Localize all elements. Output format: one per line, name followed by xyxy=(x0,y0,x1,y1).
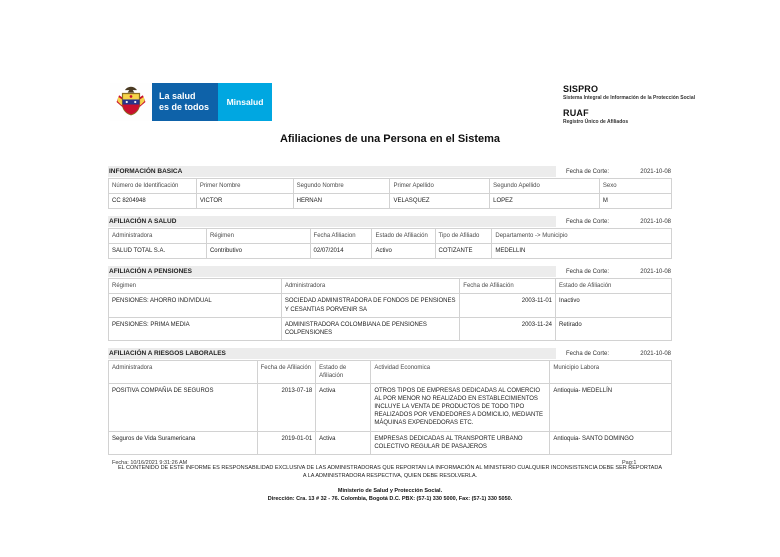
column-header: Municipio Labora xyxy=(550,360,672,383)
section-afiliacion-riesgos xyxy=(108,348,672,455)
column-header: Departamento -> Municipio xyxy=(492,229,672,244)
section-afiliacion-salud xyxy=(108,216,672,259)
section-header xyxy=(108,348,672,359)
column-header: Fecha de Afiliación xyxy=(257,360,316,383)
fecha-de-corte-value: 2021-10-08 xyxy=(640,219,671,226)
cell-municipio-labora: Antioquia- SANTO DOMINGO xyxy=(550,431,672,454)
cell-municipio-labora: Antioquia- MEDELLÍN xyxy=(550,384,672,431)
table-row xyxy=(109,384,672,431)
cell-regimen: PENSIONES: AHORRO INDIVIDUAL xyxy=(109,294,282,317)
disclaimer-text: EL CONTENIDO DE ESTE INFORME ES RESPONSABILIDAD EXCLUSIVA DE LAS ADMINISTRADORAS QUE REPORTAN LA INFORMACIÓN AL MINISTERIO CUALQUIER INCONSISTENCIA DEBE SER REPORTADA A LA ADMINISTRADORA RESPECTIVA, QUIEN DEBE RESOLVERLA. xyxy=(117,464,662,479)
column-header: Administradora xyxy=(281,279,459,294)
cell-fecha-afiliacion: 02/07/2014 xyxy=(310,244,372,259)
cell-fecha-afiliacion: 2019-01-01 xyxy=(257,431,316,454)
logo-slogan-line2: es de todos xyxy=(159,102,210,112)
colombia-coat-of-arms-icon xyxy=(110,83,152,121)
table-row xyxy=(109,294,672,317)
section-title: AFILIACIÓN A SALUD xyxy=(108,216,556,227)
table-header-row xyxy=(109,229,672,244)
column-header: Sexo xyxy=(599,179,671,194)
sispro-subtitle: Sistema Integral de Información de la Protección Social xyxy=(563,95,695,101)
cell-sexo: M xyxy=(599,194,671,209)
systems-block xyxy=(563,84,763,125)
fecha-de-corte-value: 2021-10-08 xyxy=(640,269,671,276)
cell-estado: Retirado xyxy=(556,317,672,340)
ministry-line1: Ministerio de Salud y Protección Social. xyxy=(337,488,443,495)
cell-administradora: Seguros de Vida Suramericana xyxy=(109,431,258,454)
salud-table xyxy=(108,228,672,259)
cell-estado: Inactivo xyxy=(556,294,672,317)
cell-primer-apellido: VELASQUEZ xyxy=(390,194,490,209)
cell-administradora: SOCIEDAD ADMINISTRADORA DE FONDOS DE PENSIONES Y CESANTIAS PORVENIR SA xyxy=(281,294,459,317)
sispro-title: SISPRO xyxy=(563,84,599,94)
fecha-de-corte-value: 2021-10-08 xyxy=(640,169,671,175)
table-header-row xyxy=(109,279,672,294)
column-header: Fecha Afiliacion xyxy=(310,229,372,244)
cell-administradora: SALUD TOTAL S.A. xyxy=(109,244,207,259)
cell-identificacion: CC 8204948 xyxy=(109,194,197,209)
logo-slogan-line1: La salud xyxy=(159,91,196,102)
section-title: AFILIACIÓN A PENSIONES xyxy=(108,266,556,277)
fecha-de-corte-value: 2021-10-08 xyxy=(640,350,671,357)
table-row xyxy=(109,244,672,259)
section-title: INFORMACIÓN BASICA xyxy=(108,166,556,177)
column-header: Fecha de Afiliación xyxy=(460,279,556,294)
cell-fecha-afiliacion: 2013-07-18 xyxy=(257,384,316,431)
page-number: Pag:1 xyxy=(622,460,637,466)
ruaf-title: RUAF xyxy=(563,108,589,118)
fecha-de-corte-label: Fecha de Corte: xyxy=(566,350,610,357)
pensiones-table xyxy=(108,278,672,340)
fecha-de-corte xyxy=(556,349,672,359)
column-header: Estado de Afiliación xyxy=(372,229,435,244)
column-header: Actividad Economica xyxy=(371,360,550,383)
section-title: AFILIACIÓN A RIESGOS LABORALES xyxy=(108,348,556,359)
cell-regimen: PENSIONES: PRIMA MEDIA xyxy=(109,317,282,340)
column-header: Administradora xyxy=(109,360,258,383)
table-row xyxy=(109,431,672,454)
fecha-de-corte xyxy=(556,217,672,227)
ruaf-subtitle: Registro Único de Afiliados xyxy=(563,119,629,125)
ministry-address xyxy=(108,487,672,504)
cell-fecha-afiliacion: 2003-11-24 xyxy=(460,317,556,340)
basica-table xyxy=(108,178,672,209)
fecha-de-corte-label: Fecha de Corte: xyxy=(566,169,610,175)
column-header: Primer Nombre xyxy=(196,179,293,194)
column-header: Régimen xyxy=(109,279,282,294)
cell-regimen: Contributivo xyxy=(206,244,310,259)
fecha-de-corte-label: Fecha de Corte: xyxy=(566,269,610,276)
section-afiliacion-pensiones xyxy=(108,266,672,340)
column-header: Administradora xyxy=(109,229,207,244)
column-header: Segundo Nombre xyxy=(293,179,390,194)
cell-municipio: MEDELLIN xyxy=(492,244,672,259)
column-header: Régimen xyxy=(206,229,310,244)
column-header: Tipo de Afiliado xyxy=(435,229,492,244)
cell-administradora: ADMINISTRADORA COLOMBIANA DE PENSIONES COLPENSIONES xyxy=(281,317,459,340)
table-header-row xyxy=(109,179,672,194)
table-row xyxy=(109,194,672,209)
cell-estado: Activa xyxy=(316,384,371,431)
report-generated-date: Fecha: 10/16/2021 9:31:26 AM xyxy=(112,460,188,466)
table-row xyxy=(109,317,672,340)
cell-tipo-afiliado: COTIZANTE xyxy=(435,244,492,259)
column-header: Estado de Afiliación xyxy=(316,360,371,383)
ruaf-block xyxy=(563,108,763,125)
minsalud-wordmark: Minsalud xyxy=(218,83,272,121)
fecha-de-corte xyxy=(556,167,672,177)
ministry-line2: Dirección: Cra. 13 # 32 - 76. Colombia, Bogotá D.C. PBX: (57-1) 330 5000, Fax: (57-1) 330 5050. xyxy=(267,496,513,503)
riesgos-table xyxy=(108,360,672,455)
cell-primer-nombre: VICTOR xyxy=(196,194,293,209)
logo-slogan xyxy=(152,83,218,121)
cell-estado: Activa xyxy=(316,431,371,454)
page-title: Afiliaciones de una Persona en el Sistema xyxy=(279,133,501,145)
minsalud-logo xyxy=(110,83,272,121)
section-header xyxy=(108,166,672,177)
column-header: Segundo Apellido xyxy=(490,179,600,194)
section-header xyxy=(108,266,672,277)
cell-segundo-apellido: LOPEZ xyxy=(490,194,600,209)
section-informacion-basica xyxy=(108,166,672,209)
section-header xyxy=(108,216,672,227)
cell-actividad-economica: EMPRESAS DEDICADAS AL TRANSPORTE URBANO COLECTIVO REGULAR DE PASAJEROS xyxy=(371,431,550,454)
column-header: Estado de Afiliación xyxy=(556,279,672,294)
cell-segundo-nombre: HERNAN xyxy=(293,194,390,209)
cell-fecha-afiliacion: 2003-11-01 xyxy=(460,294,556,317)
cell-estado: Activo xyxy=(372,244,435,259)
column-header: Primer Apellido xyxy=(390,179,490,194)
fecha-de-corte xyxy=(556,267,672,277)
column-header: Número de Identificación xyxy=(109,179,197,194)
table-header-row xyxy=(109,360,672,383)
report-content xyxy=(108,166,672,504)
cell-administradora: POSITIVA COMPAÑIA DE SEGUROS xyxy=(109,384,258,431)
sispro-block xyxy=(563,84,763,101)
fecha-de-corte-label: Fecha de Corte: xyxy=(566,219,610,226)
cell-actividad-economica: OTROS TIPOS DE EMPRESAS DEDICADAS AL COMERCIO AL POR MENOR NO REALIZADO EN ESTABLECIMIENTOS INCLUYE LA VENTA DE PRODUCTOS DE TODO TIPO REALIZADOS POR VENDEDORES A DOMICILIO, MEDIANTE MÁQUINAS EXPENDEDORAS ETC. xyxy=(371,384,550,431)
